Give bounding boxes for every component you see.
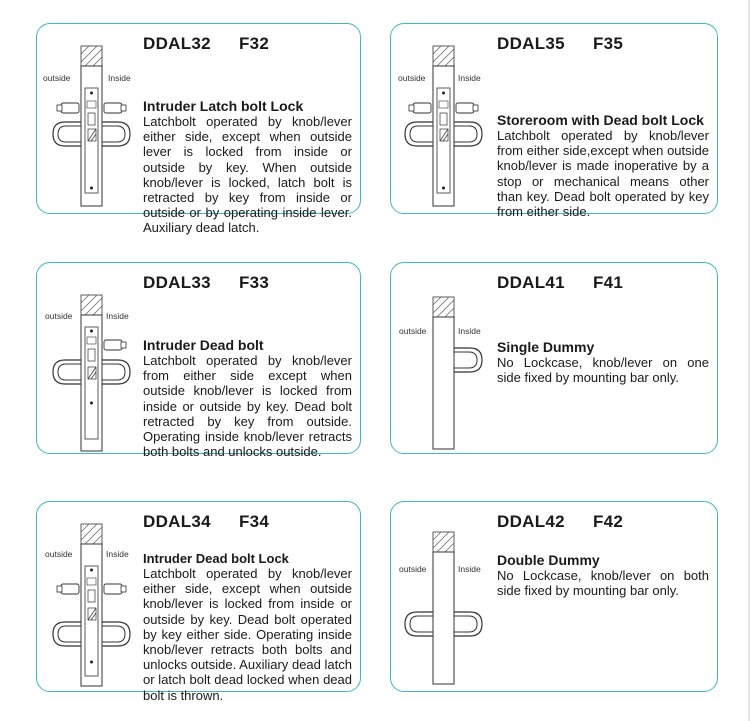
function-card-ddal35 <box>390 23 718 220</box>
function-code: F35 <box>592 34 624 53</box>
card-heading <box>497 34 623 54</box>
lockset-one-cylinder-icon <box>37 263 147 453</box>
card-heading <box>497 512 623 532</box>
function-description: Latchbolt operated by knob/lever from either side,except when outside knob/lever is made inoperative by a stop or mechanical means other than key. Dead bolt operated by key from either side. <box>497 128 709 220</box>
model-code: DDAL42 <box>497 512 565 531</box>
outside-label: outside <box>45 549 73 559</box>
function-code: F42 <box>592 512 624 531</box>
outside-label: outside <box>399 564 427 574</box>
inside-label: Inside <box>458 73 481 83</box>
function-title: Single Dummy <box>497 339 595 355</box>
card-heading <box>143 34 269 54</box>
function-title: Storeroom with Dead bolt Lock <box>497 112 704 128</box>
function-code: F41 <box>592 273 624 292</box>
model-code: DDAL34 <box>143 512 211 531</box>
model-code: DDAL35 <box>497 34 565 53</box>
inside-label: Inside <box>458 326 481 336</box>
lockset-two-cylinders-icon <box>37 502 147 692</box>
outside-label: outside <box>398 73 426 83</box>
inside-label: Inside <box>106 311 129 321</box>
card-heading <box>497 273 623 293</box>
model-code: DDAL32 <box>143 34 211 53</box>
lockset-two-cylinders-icon <box>391 24 501 214</box>
model-code: DDAL33 <box>143 273 211 292</box>
outside-label: outside <box>45 311 73 321</box>
function-code: F32 <box>238 34 270 53</box>
outside-label: outside <box>399 326 427 336</box>
card-heading <box>143 512 269 532</box>
function-description: Latchbolt operated by knob/lever either side, except when outside lever is locked from inside or outside by key. When outside knob/lever is locked, latch bolt is retracted by key from inside or outside or by operating inside lever. Auxiliary dead latch. <box>143 114 352 236</box>
function-title: Intruder Dead bolt Lock <box>143 551 289 566</box>
function-title: Intruder Dead bolt <box>143 337 264 353</box>
function-code: F34 <box>238 512 270 531</box>
double-dummy-icon <box>391 502 501 692</box>
function-code: F33 <box>238 273 270 292</box>
card-heading <box>143 273 269 293</box>
model-code: DDAL41 <box>497 273 565 292</box>
inside-label: Inside <box>108 73 131 83</box>
function-description: Latchbolt operated by knob/lever from either side except when outside knob/lever is locked from inside or outside by key. Dead bolt retracted by key from outside. Operating inside knob/lever retracts both bolts and unlocks outside. <box>143 353 352 460</box>
outside-label: outside <box>43 73 71 83</box>
function-card-ddal42 <box>390 501 718 692</box>
lockset-two-cylinders-icon <box>37 24 147 214</box>
inside-label: Inside <box>458 564 481 574</box>
function-description: No Lockcase, knob/lever on one side fixed by mounting bar only. <box>497 355 709 386</box>
function-description: Latchbolt operated by knob/lever either side, except when outside knob/lever is locked from inside or outside by key. Dead bolt operated by key either side. Operating inside knob/lever retracts both bolts and unlocks outside. Auxiliary dead latch or latch bolt dead locked when dead bolt is thrown. <box>143 566 352 703</box>
function-description: No Lockcase, knob/lever on both side fixed by mounting bar only. <box>497 568 709 599</box>
function-card-ddal34 <box>36 501 361 703</box>
function-card-ddal32 <box>36 23 361 236</box>
function-title: Double Dummy <box>497 552 600 568</box>
single-dummy-icon <box>391 263 501 453</box>
function-card-ddal33 <box>36 262 361 460</box>
function-card-ddal41 <box>390 262 718 454</box>
function-title: Intruder Latch bolt Lock <box>143 98 304 114</box>
inside-label: Inside <box>106 549 129 559</box>
